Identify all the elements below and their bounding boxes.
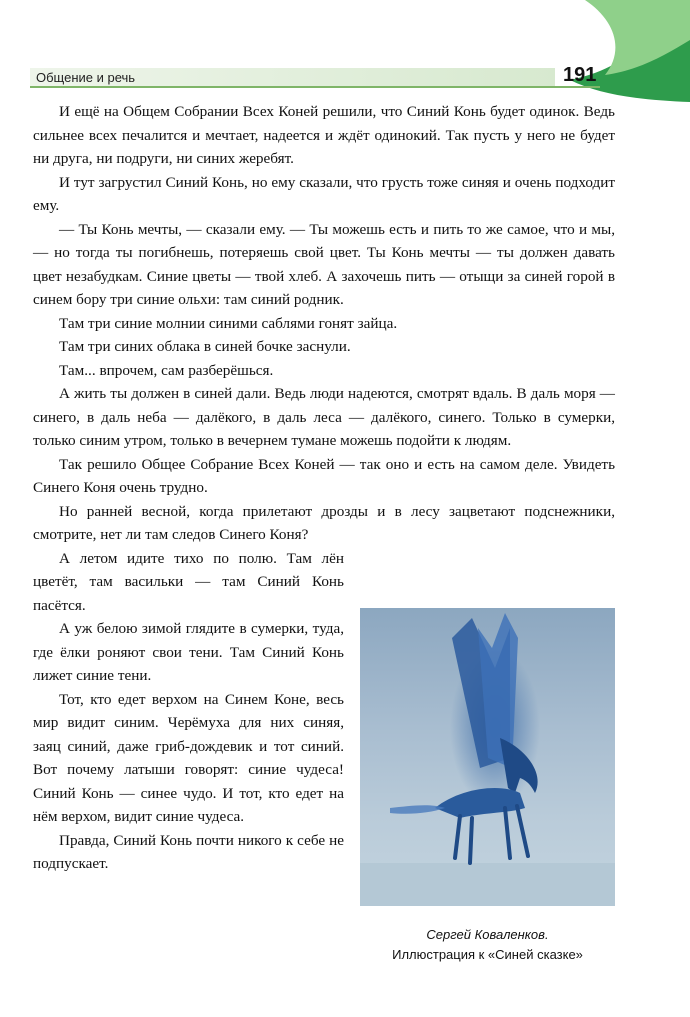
caption-author: Сергей Коваленков. <box>426 927 549 942</box>
blue-horse-illustration <box>360 608 615 906</box>
paragraph: Тот, кто едет верхом на Синем Коне, весь мир видит синим. Черёмуха для них синяя, заяц синий, даже гриб-дождевик и тот синий. Вот почему латыши говорят: синие чудеса! Синий Конь — синее чудо. И тот, кто едет на нём верхом, видит синие чудеса. <box>33 690 344 825</box>
page-number: 191 <box>563 64 597 86</box>
paragraph: Там три синие молнии синими саблями гонят зайца. <box>59 314 398 332</box>
paragraph: Так решило Общее Собрание Всех Коней — так оно и есть на самом деле. Увидеть Синего Коня очень трудно. <box>33 455 615 496</box>
paragraph: И ещё на Общем Собрании Всех Коней решили, что Синий Конь будет одинок. Ведь сильнее всех печалится и мечтает, надеется и ждёт одинокий. Так пусть у него не будет ни друга, ни подруги, ни синих жеребят. <box>33 103 615 167</box>
caption-text: Иллюстрация к «Синей сказке» <box>392 947 583 962</box>
paragraph: И тут загрустил Синий Конь, но ему сказали, что грусть тоже синяя и очень подходит ему. <box>33 173 615 214</box>
paragraph: Там... впрочем, сам разберёшься. <box>59 361 274 379</box>
paragraph: Но ранней весной, когда прилетают дрозды и в лесу зацветают подснежники, смотрите, нет ли там следов Синего Коня? <box>33 502 615 543</box>
header-divider <box>30 86 600 88</box>
corner-decoration <box>570 0 690 110</box>
paragraph: — Ты Конь мечты, — сказали ему. — Ты можешь есть и пить то же самое, что и мы, — но тогда ты погибнешь, потеряешь свой цвет. Ты Конь мечты — ты должен давать цвет незабудкам. Синие цветы — твой хлеб. А захочешь пить — отыщи за синей горой в синем бору три синие ольхи: там синий родник. <box>33 220 615 308</box>
paragraph: А уж белою зимой глядите в сумерки, туда, где ёлки роняют свои тени. Там Синий Конь лижет синие тени. <box>33 620 344 684</box>
paragraph: Там три синих облака в синей бочке заснули. <box>59 338 351 355</box>
figure-caption <box>345 925 630 965</box>
paragraph: А летом идите тихо по полю. Там лён цветёт, там васильки — там Синий Конь пасётся. <box>33 549 344 614</box>
paragraph: Правда, Синий Конь почти никого к себе не подпускает. <box>33 831 344 872</box>
paragraph: А жить ты должен в синей дали. Ведь люди надеются, смотрят вдаль. В даль моря — синего, в даль неба — далёкого, в даль леса — далёкого, синего. Только в сумерки, только синим утром, только в вечернем тумане можешь подойти к людям. <box>33 385 615 449</box>
section-title: Общение и речь <box>36 70 136 85</box>
